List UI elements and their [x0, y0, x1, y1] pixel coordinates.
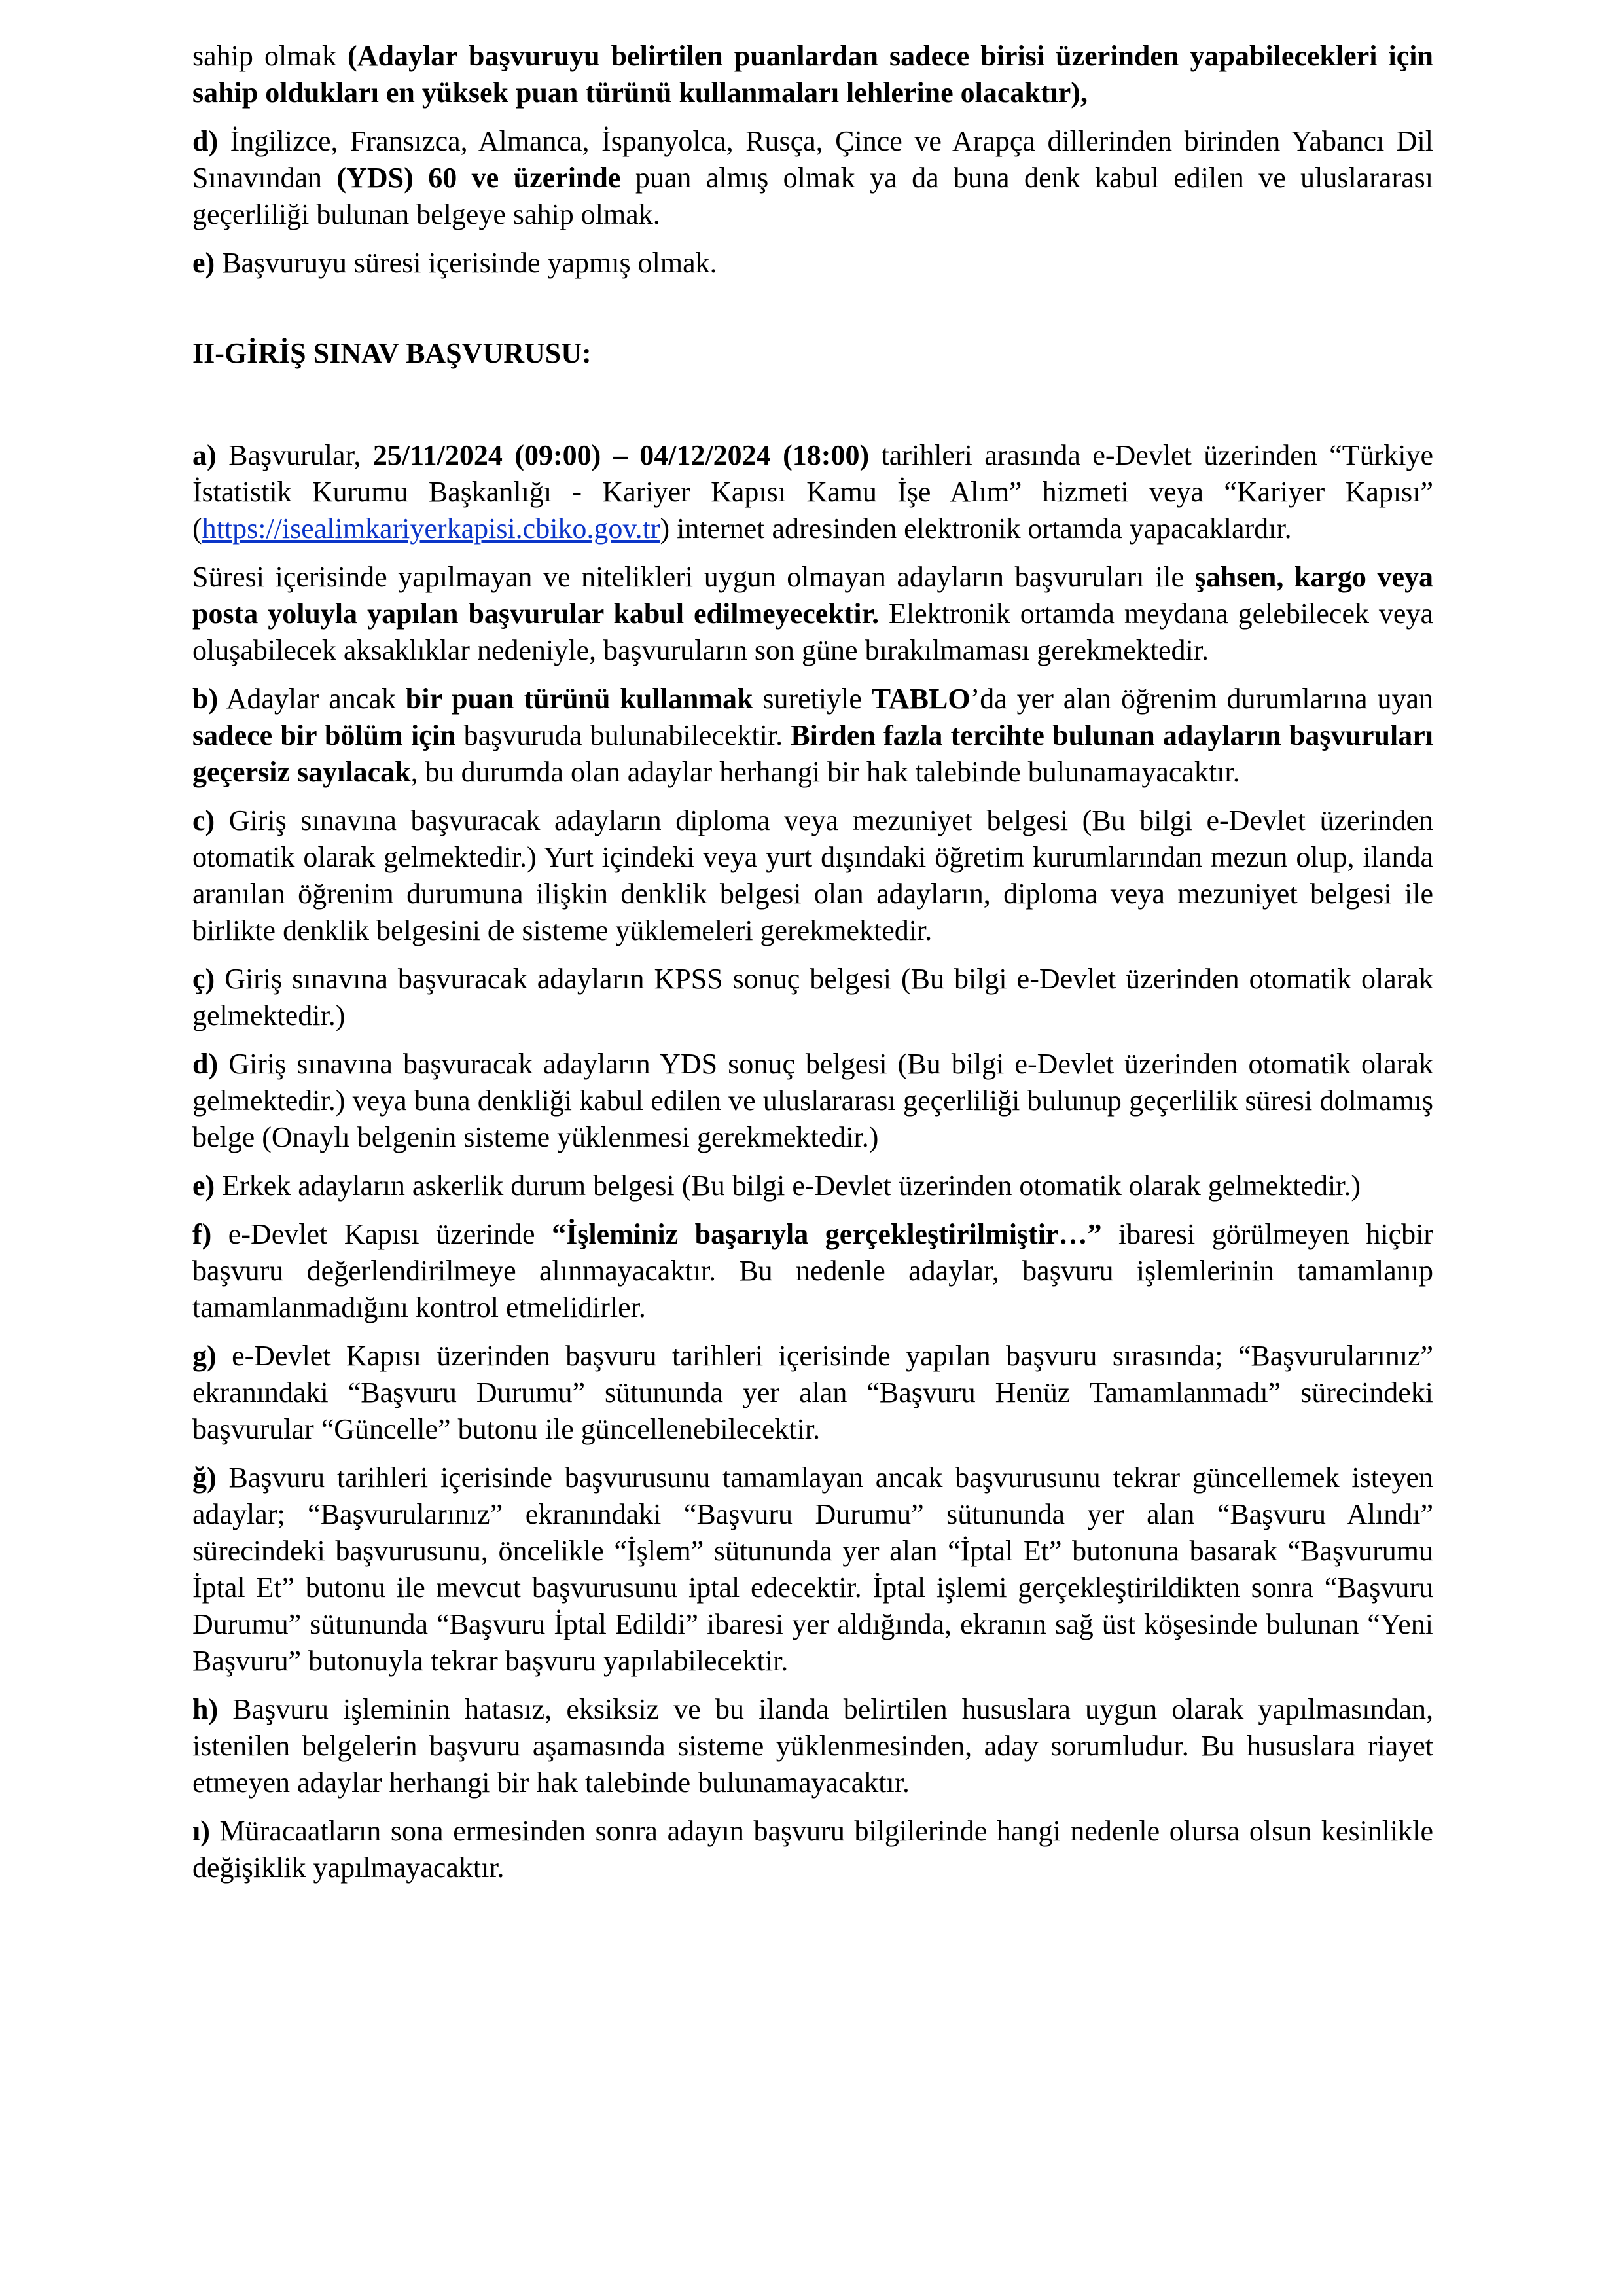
text-run: Giriş sınavına başvuracak adayların YDS sonuç belgesi (Bu bilgi e-Devlet üzerinden otomatik olarak gelmektedir.) veya buna denkliği kabul edilen ve uluslararası geçerliliği bulunup geçerlilik süresi dolmamış belge (Onaylı belgenin sisteme yüklenmesi gerekmektedir.) [192, 1048, 1433, 1153]
bold-text: b) [192, 683, 219, 715]
text-run: , bu durumda olan adaylar herhangi bir hak talebinde bulunamayacaktır. [410, 756, 1240, 788]
bold-text: f) [192, 1218, 212, 1250]
section-paragraph-g-breve [192, 1460, 1433, 1679]
text-run: Müracaatların sona ermesinden sonra adayın başvuru bilgilerinde hangi nedenle olursa olsun kesinlikle değişiklik yapılmayacaktır. [192, 1815, 1433, 1884]
website-link[interactable]: https://isealimkariyerkapisi.cbiko.gov.tr [202, 512, 660, 545]
bold-text: d) [192, 1048, 219, 1080]
bold-text: TABLO [871, 683, 971, 715]
bold-text: d) [192, 125, 219, 157]
document-page [192, 38, 1433, 1898]
bold-text: bir puan türünü kullanmak [405, 683, 753, 715]
section-paragraph-d [192, 1046, 1433, 1156]
bold-text: Birden fazla tercihte bulunan adayların başvuruları geçersiz sayılacak [192, 719, 1433, 788]
text-run: e-Devlet Kapısı üzerinde [211, 1218, 552, 1250]
bold-text: “İşleminiz başarıyla gerçekleştirilmiştir…” [552, 1218, 1102, 1250]
bold-text: (Adaylar başvuruyu belirtilen puanlardan sadece birisi üzerinden yapabilecekleri için sahip oldukları en yüksek puan türünü kullanmaları lehlerine olacaktır), [192, 40, 1433, 109]
intro-paragraph-e [192, 245, 1433, 281]
section-paragraph-f [192, 1216, 1433, 1326]
text-run: Başvurular, [216, 439, 373, 471]
text-run: Adaylar ancak [218, 683, 406, 715]
text-run: Erkek adayların askerlik durum belgesi (Bu bilgi e-Devlet üzerinden otomatik olarak gelmektedir.) [215, 1170, 1361, 1202]
spacer [192, 293, 1433, 335]
section-heading: II-GİRİŞ SINAV BAŞVURUSU: [192, 337, 592, 369]
section-paragraph-c-cedilla [192, 961, 1433, 1034]
text-run: başvuruda bulunabilecektir. [455, 719, 791, 751]
text-run: Giriş sınavına başvuracak adayların KPSS sonuç belgesi (Bu bilgi e-Devlet üzerinden otomatik olarak gelmektedir.) [192, 963, 1433, 1031]
intro-paragraph-requirements [192, 38, 1433, 111]
section-paragraph-e [192, 1168, 1433, 1204]
bold-text: g) [192, 1340, 217, 1372]
text-run: suretiyle [753, 683, 872, 715]
text-run: tarihleri arasında e-Devlet üzerinden “Türkiye İstatistik Kurumu Başkanlığı - Kariyer Kapısı Kamu İşe Alım” hizmeti veya “Kariyer Kapısı” ( [192, 439, 1434, 545]
bold-text: sadece bir bölüm için [192, 719, 456, 751]
text-run: Başvuruyu süresi içerisinde yapmış olmak. [215, 247, 717, 279]
section-paragraph-h [192, 1691, 1433, 1801]
section-paragraph-i-dotless [192, 1813, 1433, 1886]
text-run: Elektronik ortamda meydana gelebilecek veya oluşabilecek aksaklıklar nedeniyle, başvuruların son güne bırakılmaması gerekmektedir. [192, 598, 1433, 666]
bold-text: ğ) [192, 1462, 217, 1494]
section-paragraph-b [192, 681, 1433, 791]
bold-text: ç) [192, 963, 215, 995]
section-paragraph-g [192, 1338, 1433, 1448]
text-run: Giriş sınavına başvuracak adayların diploma veya mezuniyet belgesi (Bu bilgi e-Devlet üzerinden otomatik olarak gelmektedir.) Yurt içindeki veya yurt dışındaki öğretim kurumlarından mezun olup, ilanda aranılan öğrenim durumuna ilişkin denklik belgesi olan adayların, diploma veya mezuniyet belgesi ile birlikte denklik belgesini de sisteme yüklemeleri gerekmektedir. [192, 804, 1433, 946]
section-paragraph-a-note [192, 559, 1433, 669]
text-run: ) internet adresinden elektronik ortamda yapacaklardır. [660, 512, 1292, 545]
text-run: Başvuru işleminin hatasız, eksiksiz ve bu ilanda belirtilen hususlara uygun olarak yapılmasından, istenilen belgelerin başvuru aşamasında sisteme yüklenmesinden, aday sorumludur. Bu hususlara riayet etmeyen adaylar herhangi bir hak talebinde bulunamayacaktır. [192, 1693, 1433, 1799]
text-run: sahip olmak [192, 40, 348, 72]
text-run: İngilizce, Fransızca, Almanca, İspanyolca, Rusça, Çince ve Arapça dillerinden birinden Yabancı Dil Sınavından [192, 125, 1433, 194]
bold-text: e) [192, 247, 215, 279]
bold-text: a) [192, 439, 217, 471]
text-run: Başvuru tarihleri içerisinde başvurusunu tamamlayan ancak başvurusunu tekrar güncellemek isteyen adaylar; “Başvurularınız” ekranındaki “Başvuru Durumu” sütununda yer alan “Başvuru Alındı” sürecindeki başvurusunu, öncelikle “İşlem” sütununda yer alan “İptal Et” butonuna basarak “Başvurumu İptal Et” butonu ile mevcut başvurusunu iptal edecektir. İptal işlemi gerçekleştirildikten sonra “Başvuru Durumu” sütununda “Başvuru İptal Edildi” ibaresi yer aldığında, ekranın sağ üst köşesinde bulunan “Yeni Başvuru” butonuyla tekrar başvuru yapılabilecektir. [192, 1462, 1433, 1677]
bold-text: ı) [192, 1815, 210, 1847]
text-run: ’da yer alan öğrenim durumlarına uyan [970, 683, 1434, 715]
bold-text: e) [192, 1170, 215, 1202]
bold-text: (YDS) 60 ve üzerinde [336, 162, 621, 194]
text-run: puan almış olmak ya da buna denk kabul edilen ve uluslararası geçerliliği bulunan belgeye sahip olmak. [192, 162, 1433, 230]
text-run: e-Devlet Kapısı üzerinden başvuru tarihleri içerisinde yapılan başvuru sırasında; “Başvurularınız” ekranındaki “Başvuru Durumu” sütununda yer alan “Başvuru Henüz Tamamlanmadı” sürecindeki başvurular “Güncelle” butonu ile güncellenebilecektir. [192, 1340, 1433, 1445]
bold-text: c) [192, 804, 215, 836]
bold-text: h) [192, 1693, 219, 1725]
section-paragraph-a [192, 437, 1433, 547]
text-run: ibaresi görülmeyen hiçbir başvuru değerlendirilmeye alınmayacaktır. Bu nedenle adaylar, başvuru işlemlerinin tamamlanıp tamamlanmadığını kontrol etmelidirler. [192, 1218, 1434, 1323]
text-run: Süresi içerisinde yapılmayan ve nitelikleri uygun olmayan adayların başvuruları ile [192, 561, 1195, 593]
bold-text: 25/11/2024 (09:00) – 04/12/2024 (18:00) [372, 439, 870, 471]
bold-text: şahsen, kargo veya posta yoluyla yapılan başvurular kabul edilmeyecektir. [192, 561, 1433, 630]
section-paragraph-c [192, 802, 1433, 949]
intro-paragraph-d [192, 123, 1433, 233]
